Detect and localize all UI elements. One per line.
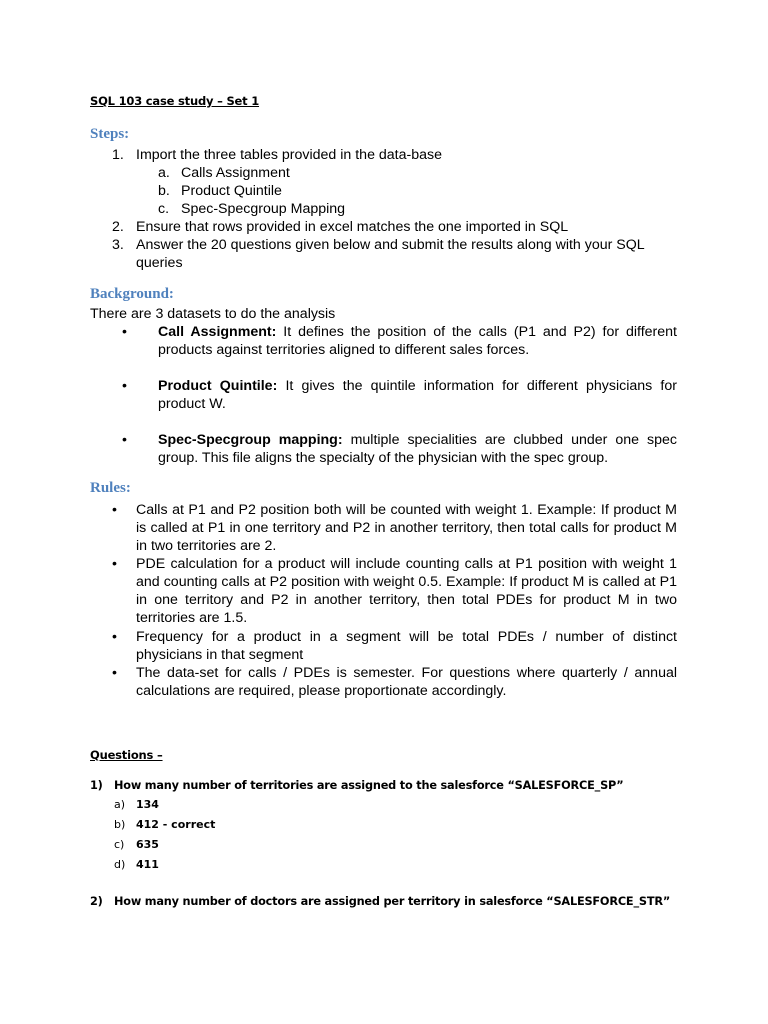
question-number: 2)	[90, 895, 103, 908]
bullet-glyph: •	[112, 665, 117, 681]
step-text: Import the three tables provided in the data-base	[136, 147, 443, 163]
question-text: How many number of territories are assigned to the salesforce “SALESFORCE_SP”	[114, 779, 624, 792]
steps-heading: Steps:	[90, 126, 130, 142]
step-text: Answer the 20 questions given below and submit the results along with your SQL queries	[136, 237, 645, 271]
bullet-glyph: •	[122, 378, 127, 394]
subitem-letter: b.	[158, 183, 170, 199]
rule-text: PDE calculation for a product will include counting calls at P1 position with weight 1 and counting calls at P2 position with weight 0.5. Example: If product M is called at P1 in one territory and P2 in another territory, then total PDEs for product M in two territories are 1.5.	[136, 556, 677, 626]
background-item-text	[158, 431, 677, 467]
option-letter: b)	[114, 818, 126, 831]
subitem-letter: a.	[158, 165, 170, 181]
rule-text: Frequency for a product in a segment will be total PDEs / number of distinct physicians in that segment	[136, 629, 677, 663]
bullet-glyph: •	[112, 629, 117, 645]
bullet-glyph: •	[122, 432, 127, 448]
subitem-text: Calls Assignment	[181, 165, 290, 181]
option-letter: d)	[114, 858, 126, 871]
option-letter: a)	[114, 798, 126, 811]
term-description: It defines the position of the calls (P1 and P2) for different products against territories aligned to different sales forces.	[158, 324, 677, 358]
questions-heading: Questions –	[90, 748, 163, 762]
option-text: 635	[136, 838, 159, 851]
bullet-glyph: •	[112, 556, 117, 572]
bullet-glyph: •	[122, 324, 127, 340]
term-description: multiple specialities are clubbed under one spec group. This file aligns the specialty of the physician with the spec group.	[158, 432, 677, 466]
background-item-text	[158, 323, 677, 359]
question-number: 1)	[90, 779, 103, 792]
option-letter: c)	[114, 838, 125, 851]
step-number: 3.	[112, 237, 124, 253]
rules-heading: Rules:	[90, 480, 131, 496]
document-title: SQL 103 case study – Set 1	[90, 94, 260, 108]
subitem-letter: c.	[158, 201, 170, 217]
term-description: It gives the quintile information for different physicians for product W.	[158, 378, 677, 412]
term-label: Product Quintile:	[158, 378, 278, 394]
term-label: Spec-Specgroup mapping:	[158, 432, 343, 448]
step-number: 1.	[112, 147, 124, 163]
term-label: Call Assignment:	[158, 324, 277, 340]
option-text: 411	[136, 858, 159, 871]
subitem-text: Product Quintile	[181, 183, 282, 199]
rule-text: The data-set for calls / PDEs is semester. For questions where quarterly / annual calculations are required, please proportionate accordingly.	[136, 665, 677, 699]
background-heading: Background:	[90, 286, 174, 302]
option-text: 412 - correct	[136, 818, 216, 831]
background-item-text	[158, 377, 677, 413]
step-text: Ensure that rows provided in excel matches the one imported in SQL	[136, 219, 569, 235]
option-text: 134	[136, 798, 159, 811]
bullet-glyph: •	[112, 502, 117, 518]
step-number: 2.	[112, 219, 124, 235]
subitem-text: Spec-Specgroup Mapping	[181, 201, 346, 217]
background-intro: There are 3 datasets to do the analysis	[90, 306, 336, 322]
rule-text: Calls at P1 and P2 position both will be counted with weight 1. Example: If product M is called at P1 in one territory and P2 in another territory, then total calls for product M in two territories are 2.	[136, 502, 677, 554]
question-text: How many number of doctors are assigned per territory in salesforce “SALESFORCE_STR”	[114, 895, 671, 908]
